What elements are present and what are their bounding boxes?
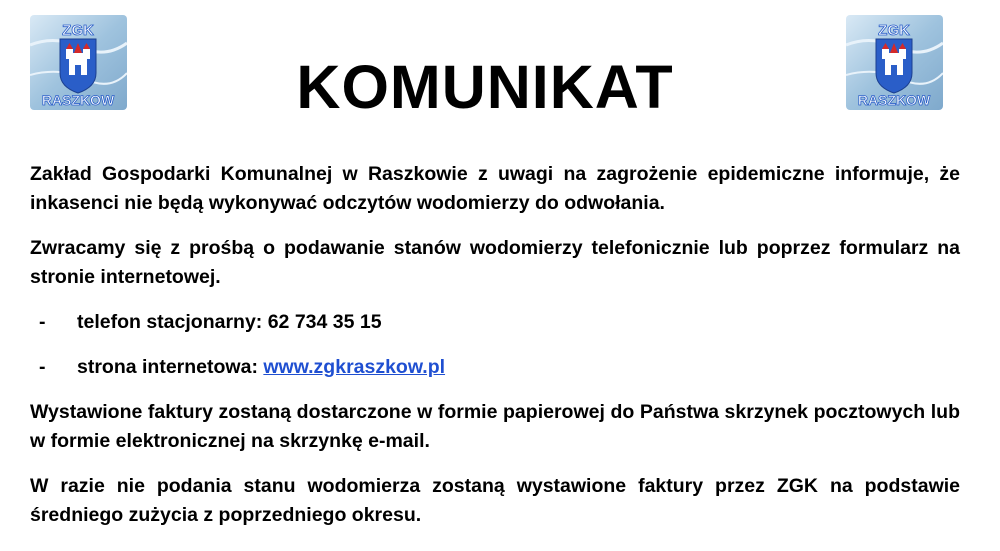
estimate-paragraph: W razie nie podania stanu wodomierza zostaną wystawione faktury przez ZGK na podstawie średniego zużycia z poprzedniego okresu. xyxy=(30,475,960,526)
request-paragraph: Zwracamy się z prośbą o podawanie stanów wodomierzy telefonicznie lub poprzez formularz na stronie internetowej. xyxy=(30,237,960,288)
website-link[interactable]: www.zgkraszkow.pl xyxy=(263,356,446,378)
svg-text:ZGK: ZGK xyxy=(62,22,94,39)
bullet-dash: - xyxy=(39,356,46,378)
announcement-body xyxy=(30,160,960,546)
invoices-paragraph: Wystawione faktury zostaną dostarczone w formie papierowej do Państwa skrzynek pocztowych lub w formie elektronicznej na skrzynkę e-mail. xyxy=(30,401,960,452)
phone-text: telefon stacjonarny: 62 734 35 15 xyxy=(77,311,382,333)
svg-text:RASZKOW: RASZKOW xyxy=(41,92,115,108)
svg-text:ZGK: ZGK xyxy=(878,22,910,39)
intro-paragraph: Zakład Gospodarki Komunalnej w Raszkowie z uwagi na zagrożenie epidemiczne informuje, że inkasenci nie będą wykonywać odczytów wodomierzy do odwołania. xyxy=(30,163,960,214)
bullet-dash: - xyxy=(39,311,46,333)
website-contact-item xyxy=(30,353,960,382)
zgk-logo-right xyxy=(846,15,943,110)
website-text xyxy=(77,353,445,382)
phone-contact-item xyxy=(30,308,960,337)
svg-text:RASZKOW: RASZKOW xyxy=(857,92,931,108)
page-title: KOMUNIKAT xyxy=(296,53,674,121)
website-label: strona internetowa: xyxy=(77,356,264,378)
